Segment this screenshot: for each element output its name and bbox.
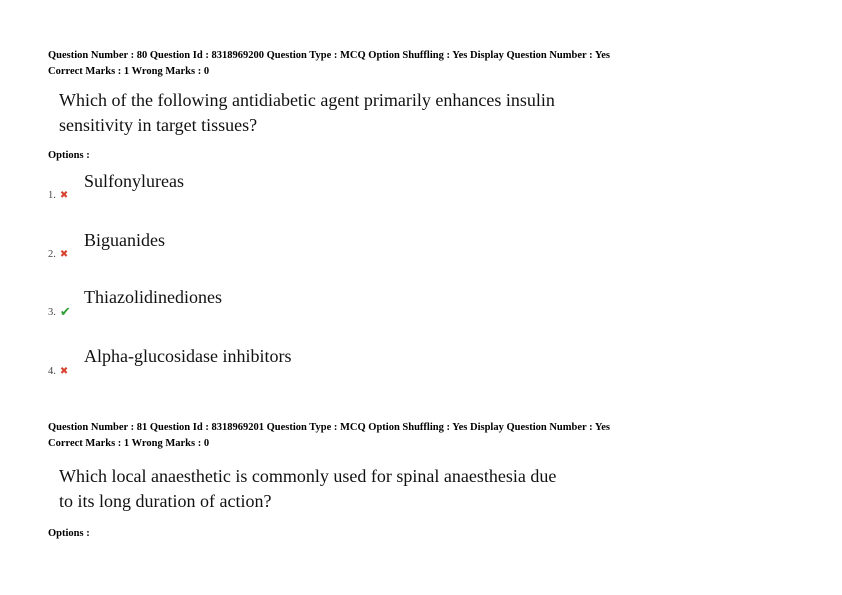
- question-81-text-line2: to its long duration of action?: [59, 491, 272, 511]
- wrong-cross-icon: ✖: [59, 190, 69, 201]
- question-81-text: [59, 464, 619, 514]
- question-81-meta-line1: Question Number : 81 Question Id : 8318969201 Question Type : MCQ Option Shuffling : Yes Display Question Number : Yes: [48, 422, 611, 433]
- option-3-number: [48, 305, 71, 320]
- option-4-text: Alpha-glucosidase inhibitors: [84, 346, 292, 366]
- option-3-text: Thiazolidinediones: [84, 287, 222, 307]
- correct-check-icon: ✔: [59, 305, 71, 320]
- question-80-options-label: Options :: [48, 150, 90, 161]
- question-81-text-line1: Which local anaesthetic is commonly used for spinal anaesthesia due: [59, 466, 557, 486]
- question-80-meta-line2: Correct Marks : 1 Wrong Marks : 0: [48, 66, 210, 77]
- option-4-num-label: 4.: [48, 366, 56, 377]
- option-1-num-label: 1.: [48, 190, 56, 201]
- question-80-text-line2: sensitivity in target tissues?: [59, 115, 258, 135]
- wrong-cross-icon: ✖: [59, 366, 69, 377]
- option-3-num-label: 3.: [48, 307, 56, 318]
- option-4-number: [48, 366, 68, 377]
- wrong-cross-icon: ✖: [59, 249, 69, 260]
- option-2-num-label: 2.: [48, 249, 56, 260]
- question-81-options-label: Options :: [48, 528, 90, 539]
- question-80-text-line1: Which of the following antidiabetic agent primarily enhances insulin: [59, 90, 555, 110]
- question-80-meta-line1: Question Number : 80 Question Id : 8318969200 Question Type : MCQ Option Shuffling : Yes Display Question Number : Yes: [48, 50, 611, 61]
- option-1-number: [48, 190, 68, 201]
- question-81-meta-line2: Correct Marks : 1 Wrong Marks : 0: [48, 438, 210, 449]
- option-2-text: Biguanides: [84, 230, 165, 250]
- option-1-text: Sulfonylureas: [84, 171, 184, 191]
- question-80-text: [59, 88, 619, 138]
- option-2-number: [48, 249, 68, 260]
